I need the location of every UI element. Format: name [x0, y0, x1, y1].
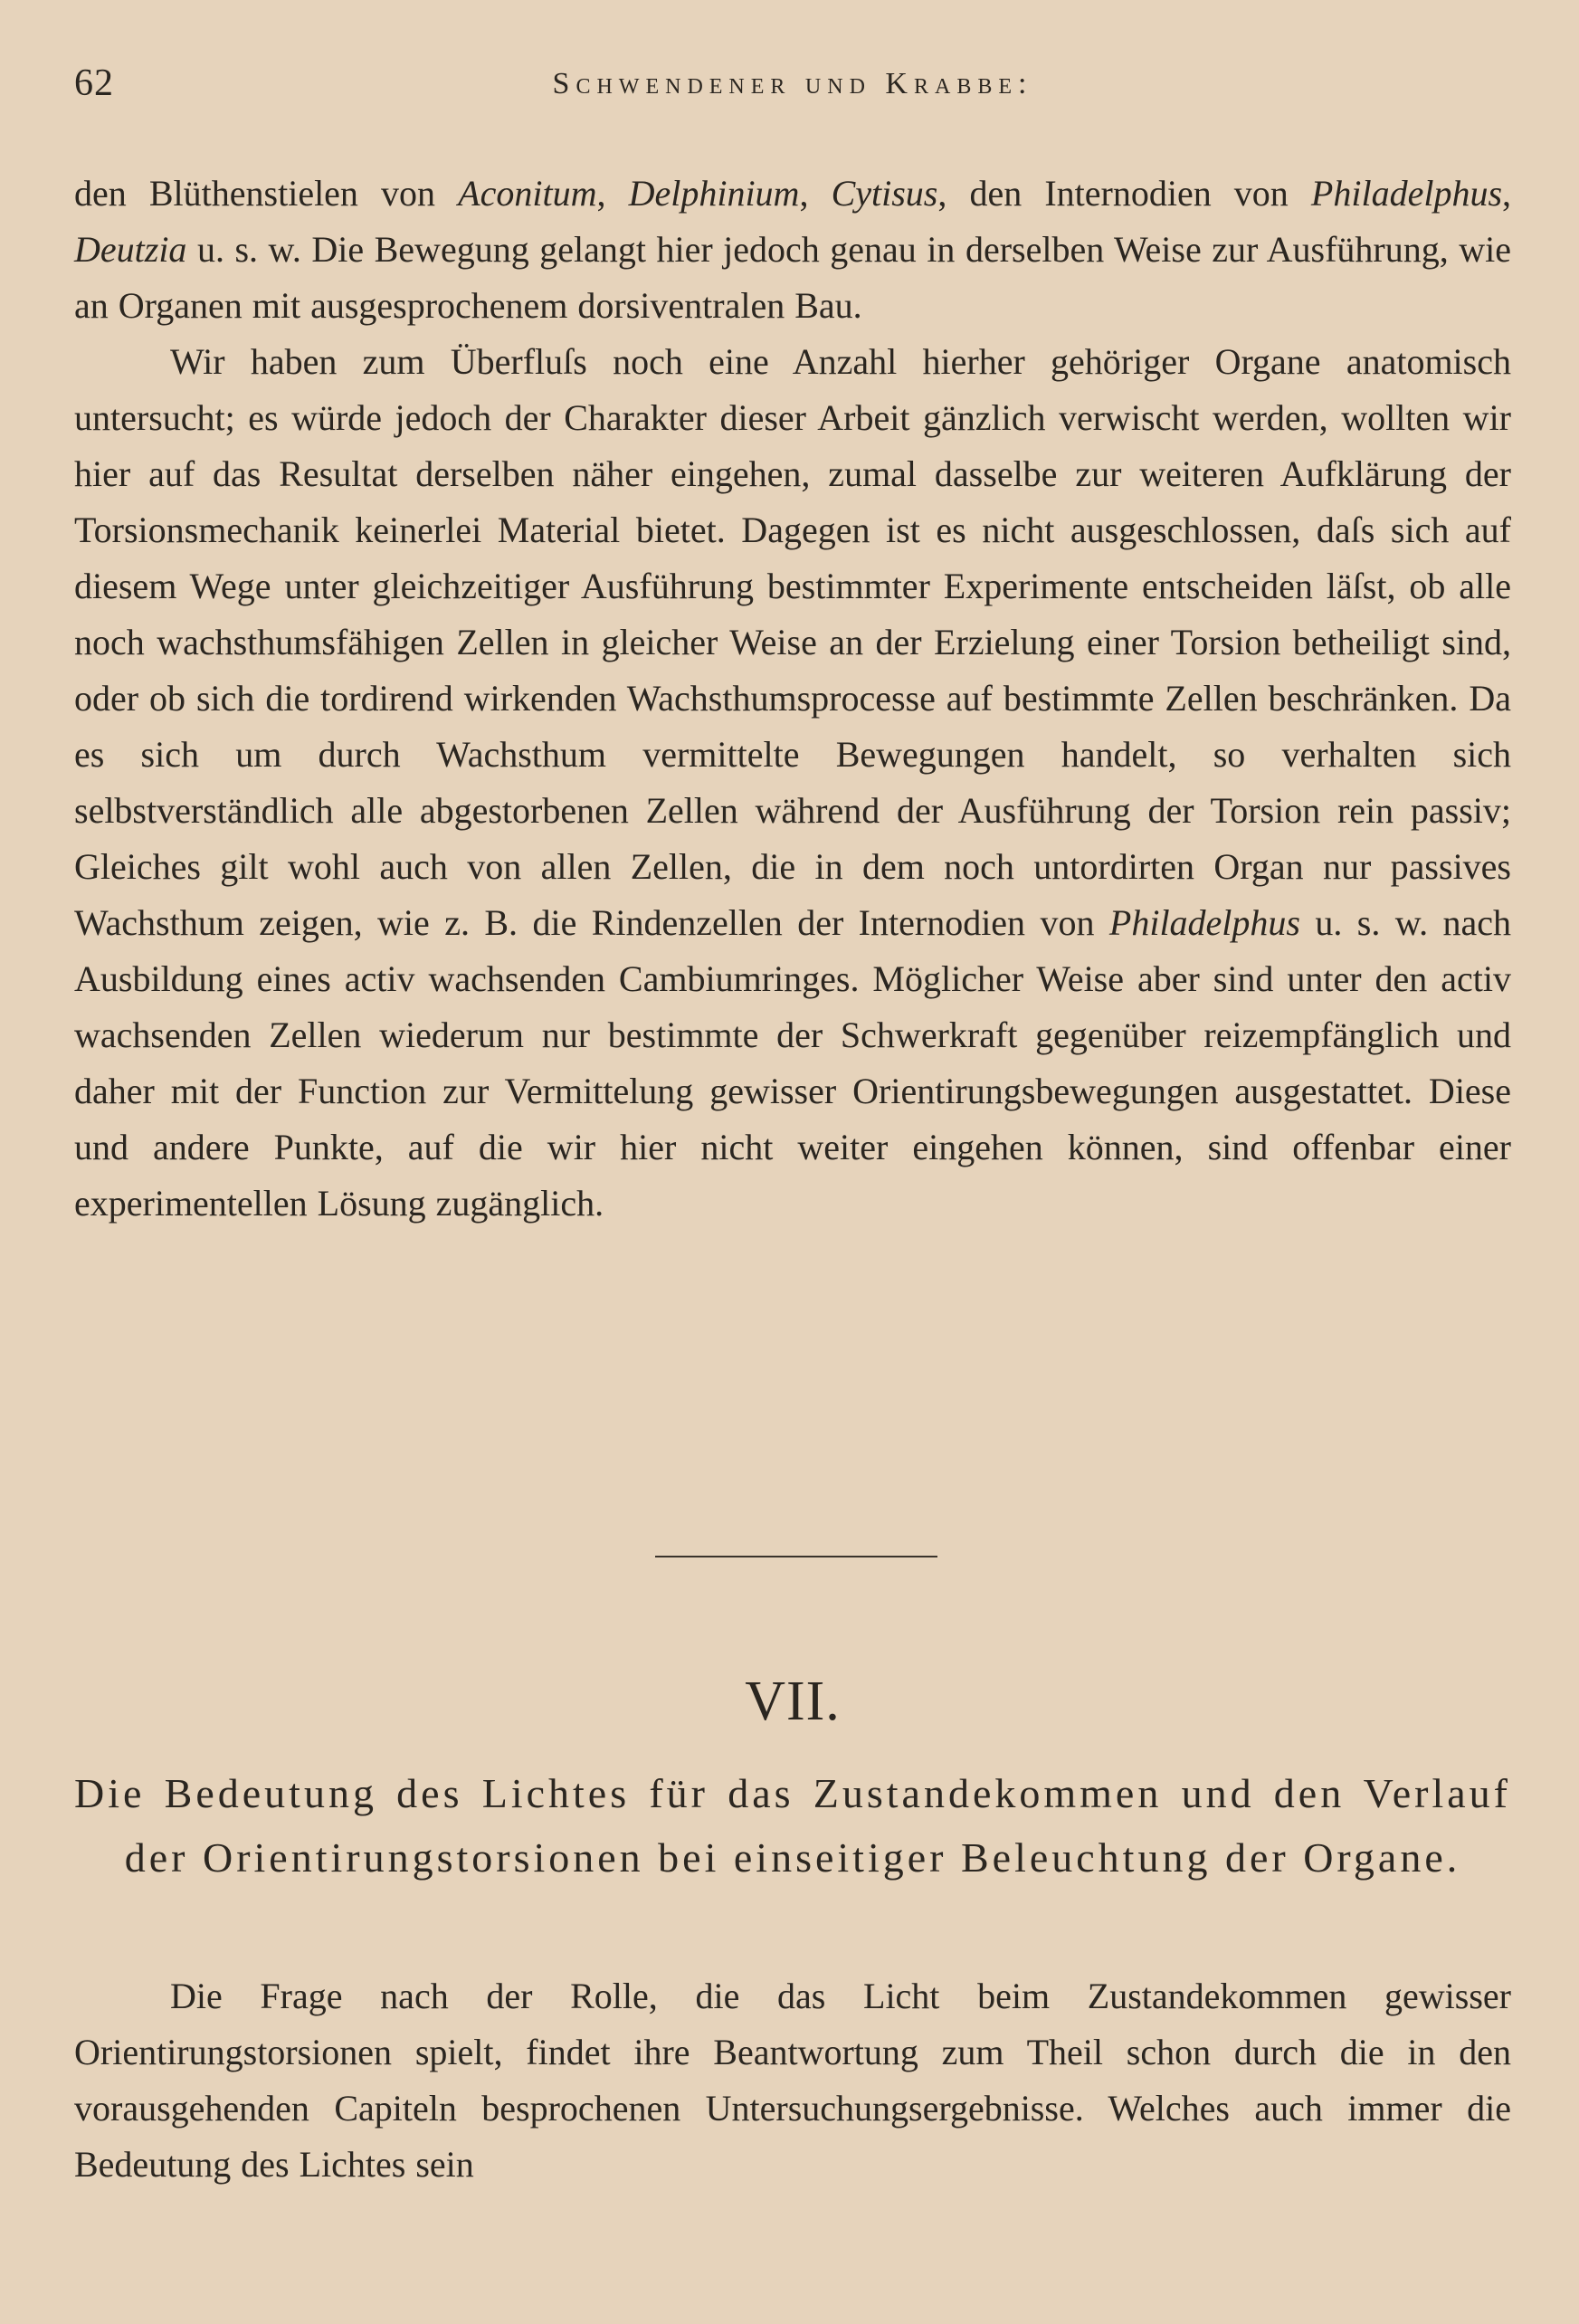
- italic-taxon: Philadelphus: [1310, 173, 1503, 214]
- paragraph-continuation: [74, 166, 1511, 334]
- italic-taxon: Philadelphus: [1108, 902, 1300, 943]
- running-title: Schwendener und Krabbe:: [552, 67, 1033, 100]
- text-run: u. s. w. nach Ausbildung eines activ wachsenden Cambiumringes. Möglicher Weise aber sind unter den activ wachsenden Zellen wiederum nur bestimmte der Schwerkraft gegenüber reizempfänglich und daher mit der Function zur Vermittelung gewisser Orientirungsbewegungen ausgestattet. Diese und andere Punkte, auf die wir hier nicht weiter eingehen können, sind offenbar einer experimentellen Lösung zugänglich.: [74, 902, 1511, 1224]
- chapter-paragraph: Die Frage nach der Rolle, die das Licht beim Zustandekommen gewisser Orientirungstorsionen spielt, findet ihre Beantwortung zum Theil schon durch die in den vorausgehenden Capiteln besprochenen Untersuchungsergebnisse. Welches auch immer die Bedeutung des Lichtes sein: [74, 1976, 1511, 2185]
- italic-taxon: Aconitum: [458, 173, 597, 214]
- body-text: [74, 166, 1511, 1232]
- text-run: ,: [799, 173, 832, 214]
- italic-taxon: Deutzia: [74, 229, 187, 270]
- page-number: 62: [74, 62, 114, 104]
- paragraph: [74, 334, 1511, 1232]
- text-run: ,: [596, 173, 629, 214]
- italic-taxon: Delphinium: [628, 173, 800, 214]
- running-head: [74, 62, 1511, 116]
- text-run: den Blüthenstielen von: [74, 173, 459, 214]
- text-run: ,: [1502, 173, 1512, 214]
- italic-taxon: Cytisus: [831, 173, 938, 214]
- text-run: , den Internodien von: [937, 173, 1311, 214]
- chapter-body: [74, 1968, 1511, 2193]
- text-run: Wir haben zum Überfluſs noch eine Anzahl hierher gehöriger Organe anatomisch untersucht; es würde jedoch der Charakter dieser Arbeit gänzlich verwischt werden, wollten wir hier auf das Resultat derselben näher eingehen, zumal dasselbe zur weiteren Aufklärung der Torsionsmechanik keinerlei Material bietet. Dagegen ist es nicht ausgeschlossen, daſs sich auf diesem Wege unter gleichzeitiger Ausführung bestimmter Experimente entscheiden läſst, ob alle noch wachsthumsfähigen Zellen in gleicher Weise an der Erzielung einer Torsion betheiligt sind, oder ob sich die tordirend wirkenden Wachsthumsprocesse auf bestimmte Zellen beschränken. Da es sich um durch Wachsthum vermittelte Bewegungen handelt, so verhalten sich selbstverständlich alle abgestorbenen Zellen während der Ausführung der Torsion rein passiv; Gleiches gilt wohl auch von allen Zellen, die in dem noch untordirten Organ nur passives Wachsthum zeigen, wie z. B. die Rindenzellen der Internodien von: [74, 341, 1511, 943]
- text-run: u. s. w. Die Bewegung gelangt hier jedoch genau in derselben Weise zur Ausführung, wie an Organen mit ausgesprochenem dorsiventralen Bau.: [74, 229, 1511, 326]
- chapter-title: Die Bedeutung des Lichtes für das Zustandekommen und den Verlauf der Orientirungstorsionen bei einseitiger Beleuchtung der Organe.: [74, 1770, 1511, 1881]
- chapter-number: VII.: [745, 1671, 841, 1732]
- section-divider: [655, 1556, 937, 1557]
